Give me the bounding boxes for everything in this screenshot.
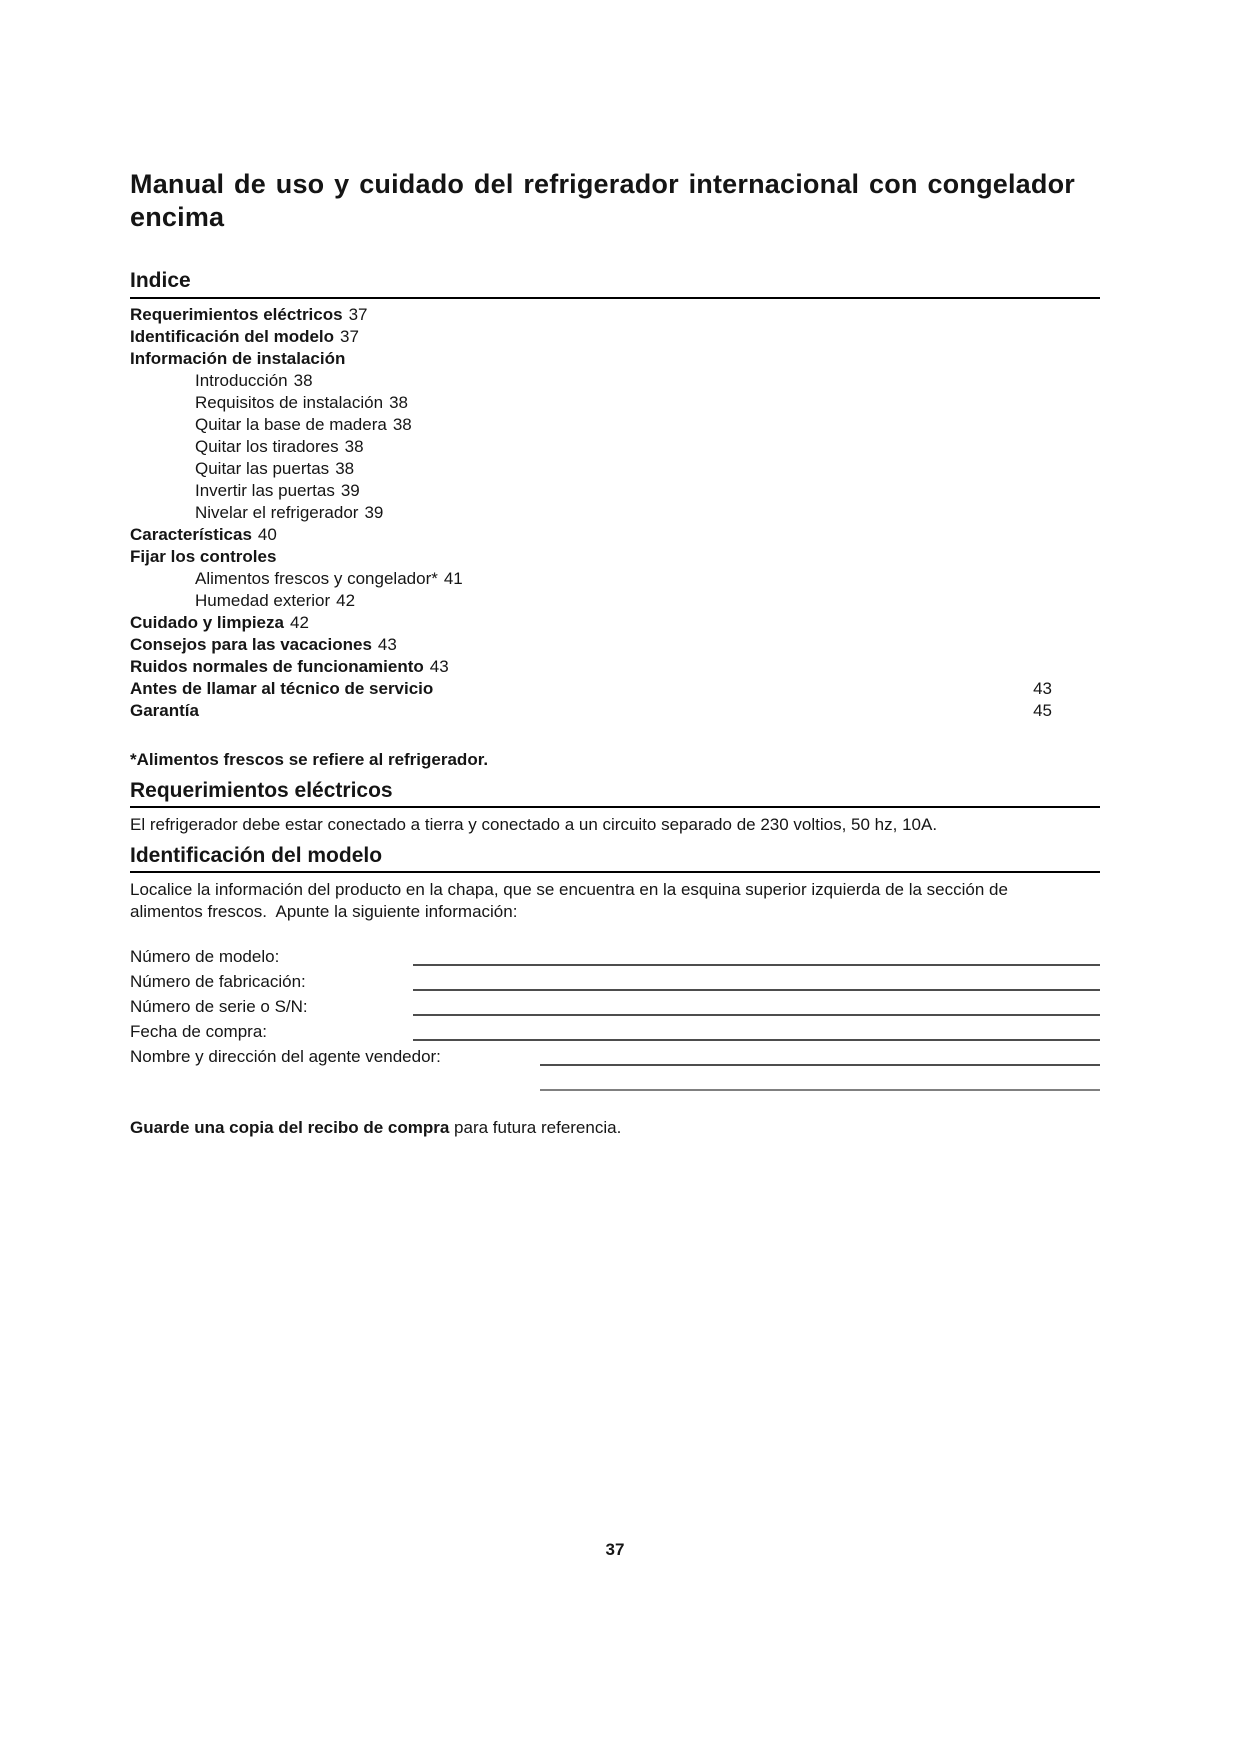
toc-entry — [130, 700, 1100, 722]
toc-entry-label: Quitar las puertas — [195, 459, 330, 478]
section-heading: Requerimientos eléctricos — [130, 778, 1100, 808]
model-info-form — [130, 944, 1100, 1094]
toc-entry — [130, 458, 1100, 480]
toc-entry-page: 41 — [443, 569, 463, 588]
section-body: Localice la información del producto en la chapa, que se encuentra en la esquina superior izquierda de la sección de alimentos frescos. Apunte la siguiente información: — [130, 880, 1013, 921]
toc-entry-label: Alimentos frescos y congelador* — [195, 569, 438, 588]
blank-write-in-line — [413, 989, 1100, 991]
toc-entry-page: 39 — [340, 481, 360, 500]
blank-write-in-line — [540, 1089, 1100, 1091]
toc-entry-label: Cuidado y limpieza — [130, 613, 284, 632]
toc-entry — [130, 502, 1100, 524]
closing-note-bold: Guarde una copia del recibo de compra — [130, 1118, 450, 1137]
toc-entry-page: 38 — [389, 393, 408, 412]
toc-entry — [130, 612, 1100, 634]
form-field-label: Fecha de compra: — [130, 1022, 268, 1041]
toc-entry-page: 37 — [348, 305, 368, 324]
toc-entry-label: Quitar la base de madera — [195, 415, 387, 434]
form-field-label: Número de serie o S/N: — [130, 997, 308, 1016]
toc-entry — [130, 370, 1100, 392]
toc-entry — [130, 326, 1100, 348]
section-electrical-requirements — [130, 778, 1100, 836]
toc-entry-page: 42 — [336, 591, 356, 610]
form-row — [130, 994, 1100, 1019]
toc-entry-label: Antes de llamar al técnico de servicio — [130, 679, 434, 698]
toc-entry-page: 45 — [1033, 701, 1052, 720]
toc-entry — [130, 656, 1100, 678]
toc-entry-page: 43 — [377, 635, 397, 654]
blank-write-in-line — [540, 1064, 1100, 1066]
toc-entry-page: 38 — [335, 459, 355, 478]
toc-entry — [130, 480, 1100, 502]
toc-entry — [130, 568, 1100, 590]
toc-entry-label: Ruidos normales de funcionamiento — [130, 657, 424, 676]
toc-entry-label: Requerimientos eléctricos — [130, 305, 343, 324]
blank-write-in-line — [413, 1014, 1100, 1016]
closing-note — [130, 1118, 1100, 1138]
form-row — [130, 1044, 1100, 1069]
form-row — [130, 1069, 1100, 1094]
toc-entry-label: Características — [130, 525, 252, 544]
toc-entry-label: Nivelar el refrigerador — [195, 503, 359, 522]
table-of-contents — [130, 268, 1100, 722]
page-number: 37 — [605, 1540, 625, 1559]
toc-heading: Indice — [130, 268, 1100, 299]
toc-entry — [130, 348, 1100, 370]
toc-entry — [130, 392, 1100, 414]
toc-entry — [130, 524, 1100, 546]
toc-entry-label: Introducción — [195, 371, 288, 390]
toc-entry — [130, 678, 1100, 700]
toc-entry — [130, 546, 1100, 568]
section-body: El refrigerador debe estar conectado a tierra y conectado a un circuito separado de 230 voltios, 50 hz, 10A. — [130, 815, 938, 834]
form-field-label: Número de modelo: — [130, 947, 280, 966]
toc-entry — [130, 304, 1100, 326]
toc-entry-label: Invertir las puertas — [195, 481, 335, 500]
blank-write-in-line — [413, 964, 1100, 966]
toc-entry-label: Consejos para las vacaciones — [130, 635, 372, 654]
toc-entry-page: 38 — [293, 371, 313, 390]
closing-note-regular: para futura referencia. — [449, 1118, 622, 1137]
form-row — [130, 1019, 1100, 1044]
page-title-line-1: Manual de uso y cuidado del refrigerador internacional con congelador — [130, 169, 1075, 199]
toc-entry-page: 40 — [257, 525, 277, 544]
page-title-line-2: encima — [130, 202, 225, 232]
toc-entry-label: Identificación del modelo — [130, 327, 335, 346]
toc-entry — [130, 414, 1100, 436]
toc-entry-label: Información de instalación — [130, 349, 346, 368]
toc-entries — [130, 304, 1100, 722]
toc-entry-label: Requisitos de instalación — [195, 393, 384, 412]
toc-entry-label: Humedad exterior — [195, 591, 331, 610]
toc-entry-label: Garantía — [130, 701, 199, 720]
blank-write-in-line — [413, 1039, 1100, 1041]
form-field-label: Número de fabricación: — [130, 972, 306, 991]
toc-entry-page: 38 — [344, 437, 364, 456]
toc-entry-label: Fijar los controles — [130, 547, 277, 566]
toc-entry — [130, 590, 1100, 612]
form-row — [130, 944, 1100, 969]
form-field-label: Nombre y dirección del agente vendedor: — [130, 1047, 441, 1066]
footnote: *Alimentos frescos se refiere al refrigerador. — [130, 750, 489, 769]
toc-entry-page: 39 — [364, 503, 384, 522]
toc-entry-label: Quitar los tiradores — [195, 437, 339, 456]
section-heading: Identificación del modelo — [130, 843, 1100, 873]
section-model-identification — [130, 843, 1100, 923]
toc-entry — [130, 634, 1100, 656]
toc-entry-page: 38 — [392, 415, 412, 434]
toc-entry-page: 37 — [340, 327, 359, 346]
toc-entry-page: 42 — [289, 613, 309, 632]
toc-entry — [130, 436, 1100, 458]
toc-entry-page: 43 — [1033, 679, 1052, 698]
toc-entry-page: 43 — [429, 657, 449, 676]
form-row — [130, 969, 1100, 994]
page-title — [130, 168, 1075, 234]
